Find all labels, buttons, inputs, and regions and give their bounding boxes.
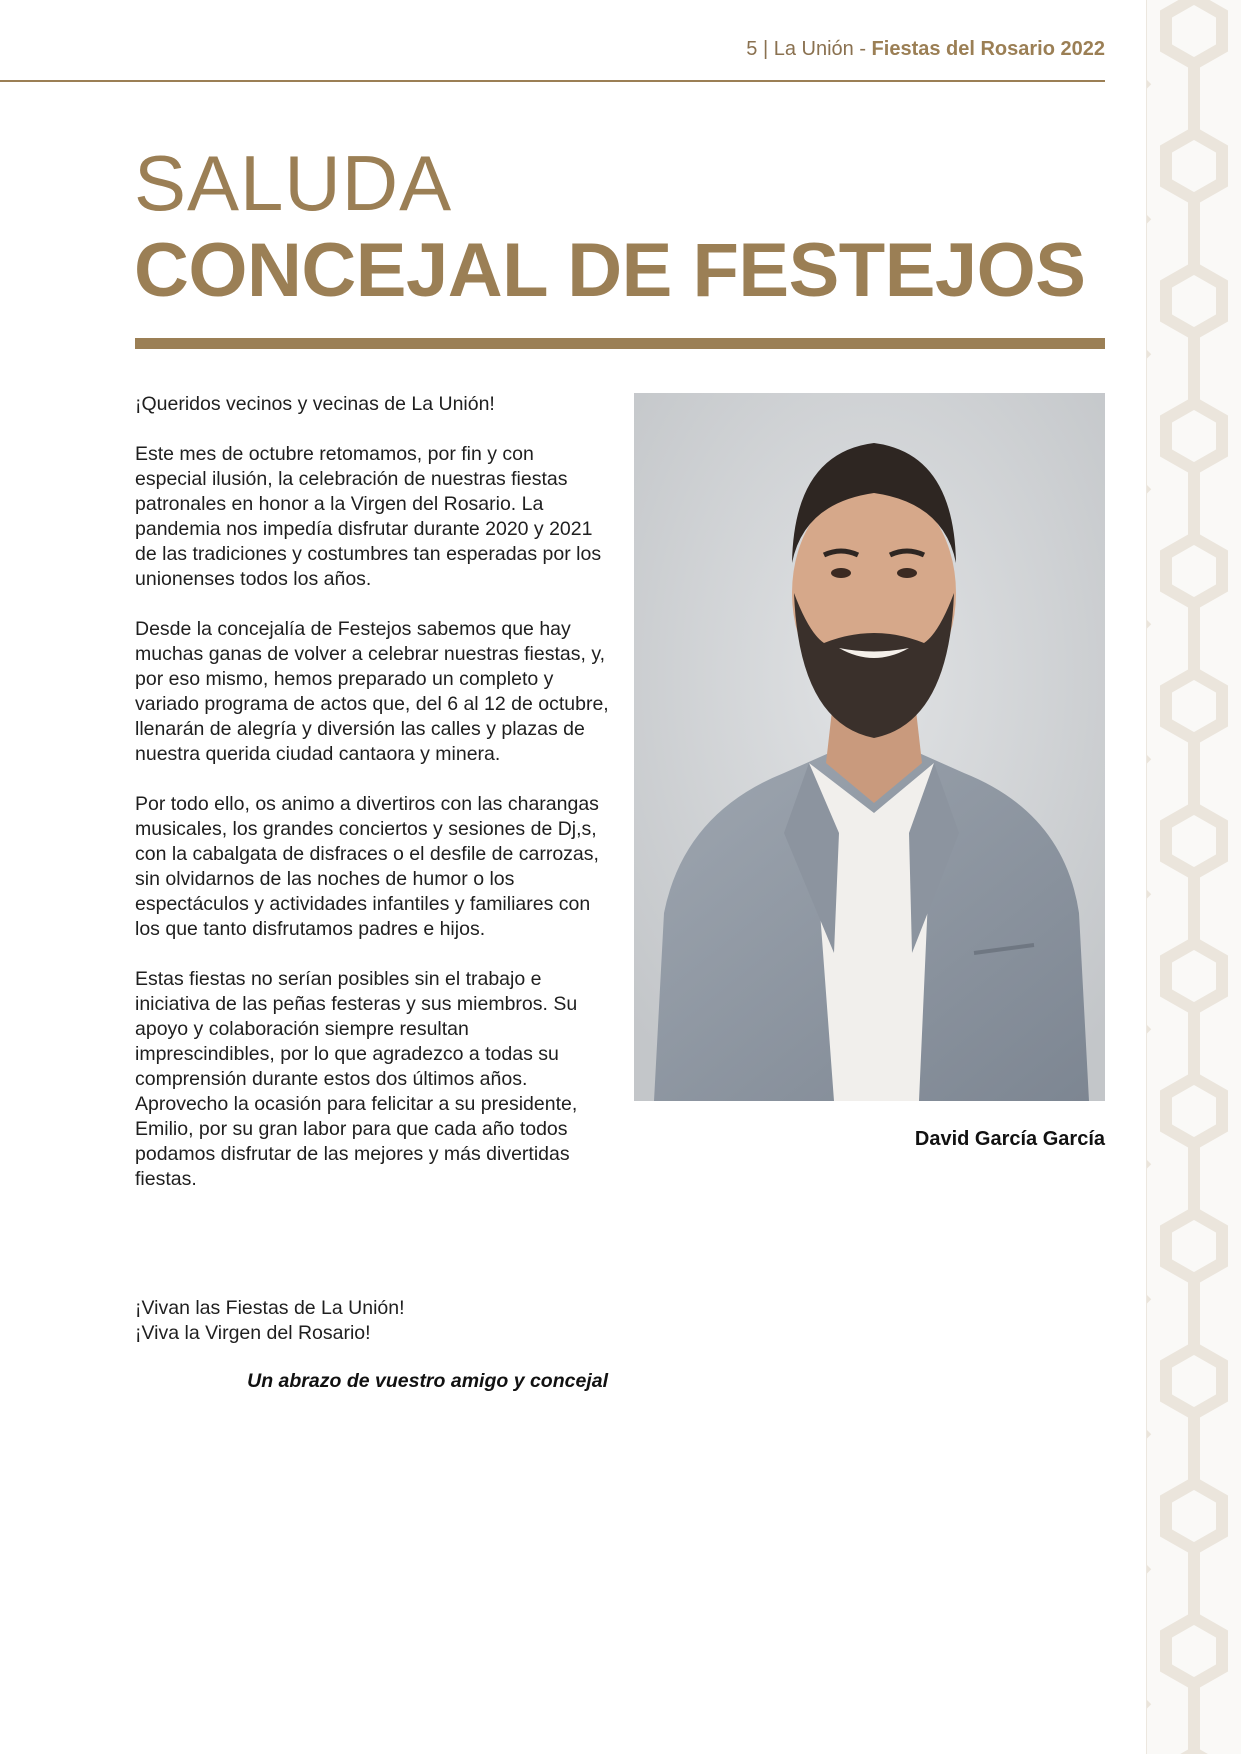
header-separator: | <box>757 38 774 60</box>
paragraph: Desde la concejalía de Festejos sabemos que hay muchas ganas de volver a celebrar nuestras fiestas, y, por eso mismo, hemos preparado un completo y variado programa de actos que, del 6 al 12 de octubre, llenarán de alegría y diversión las calles y plazas de nuestra querida ciudad cantaora y minera. <box>135 618 609 765</box>
running-header <box>746 38 1105 61</box>
page-header <box>0 34 1105 82</box>
portrait-photo <box>634 393 1105 1101</box>
photo-caption: David García García <box>914 1128 1105 1150</box>
side-hexagon-pattern <box>1146 0 1241 1754</box>
signoff: Un abrazo de vuestro amigo y concejal <box>247 1370 608 1392</box>
header-dash: - <box>853 38 872 60</box>
paragraph: Estas fiestas no serían posibles sin el trabajo e iniciativa de las peñas festeras y sus miembros. Su apoyo y colaboración siempre resultan imprescindibles, por lo que agradezco a todas su comprensión durante estos dos últimos años. Aprovecho la ocasión para felicitar a su presidente, Emilio, por su gran labor para que cada año todos podamos disfrutar de las mejores y más divertidas fiestas. <box>135 968 578 1190</box>
publication-name: La Unión <box>773 38 854 60</box>
greeting: ¡Queridos vecinos y vecinas de La Unión! <box>135 393 495 415</box>
page-number: 5 <box>746 38 758 60</box>
closing-cheers <box>135 1296 610 1346</box>
issue-title: Fiestas del Rosario 2022 <box>871 38 1105 60</box>
paragraph: Por todo ello, os animo a divertiros con las charangas musicales, los grandes conciertos y sesiones de Dj,s, con la cabalgata de disfraces o el desfile de carrozas, sin olvidarnos de las noches de humor o los espectáculos y actividades infantiles y familiares con los que tanto disfrutamos padres e hijos. <box>135 793 599 940</box>
letter-body <box>135 392 610 1217</box>
paragraph: Este mes de octubre retomamos, por fin y con especial ilusión, la celebración de nuestras fiestas patronales en honor a la Virgen del Rosario. La pandemia nos impedía disfrutar durante 2020 y 2021 de las tradiciones y costumbres tan esperadas por los unionenses todos los años. <box>135 443 602 590</box>
title-divider <box>135 338 1105 349</box>
closing-line: ¡Viva la Virgen del Rosario! <box>135 1322 371 1344</box>
title-concejal: CONCEJAL DE FESTEJOS <box>134 228 1086 313</box>
closing-line: ¡Vivan las Fiestas de La Unión! <box>135 1297 405 1319</box>
title-saluda: SALUDA <box>134 139 453 227</box>
